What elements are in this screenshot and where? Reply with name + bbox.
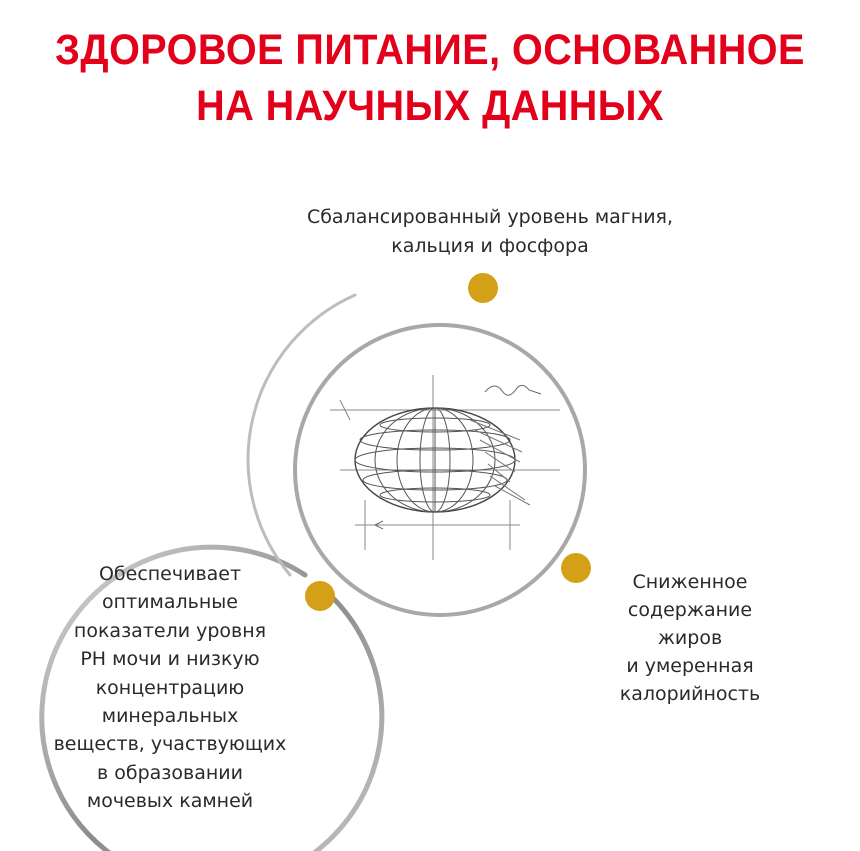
benefit-left — [20, 560, 320, 816]
benefit-left-line: оптимальные — [102, 591, 238, 614]
benefit-top — [230, 203, 750, 261]
benefit-right-line: калорийность — [619, 683, 761, 705]
benefit-top-line: Сбалансированный уровень магния, — [306, 206, 674, 228]
benefit-right-line: жиров — [657, 627, 723, 649]
benefit-left-line: веществ, участвующих — [53, 733, 287, 756]
benefit-right — [580, 568, 800, 708]
outer-ring-left — [248, 295, 355, 575]
benefit-right-line: содержание — [627, 599, 753, 621]
benefit-left-line: мочевых камней — [86, 790, 254, 813]
benefit-left-line: РН мочи и низкую — [80, 648, 260, 671]
benefit-left-line: концентрацию — [95, 676, 245, 699]
benefit-left-line: минеральных — [101, 705, 239, 728]
benefit-left-line: в образовании — [97, 761, 243, 784]
benefit-right-line: и умеренная — [626, 655, 754, 677]
benefit-left-line: Обеспечивает — [98, 563, 242, 585]
benefit-left-line: показатели уровня — [73, 619, 267, 642]
title-line-1: ЗДОРОВОЕ ПИТАНИЕ, ОСНОВАННОЕ — [55, 26, 805, 74]
benefit-right-line: Сниженное — [632, 571, 748, 593]
kibble-sketch-icon — [330, 375, 560, 560]
dot-top — [468, 273, 498, 303]
title-line-2: НА НАУЧНЫХ ДАННЫХ — [196, 82, 664, 130]
benefit-top-line: кальция и фосфора — [391, 235, 589, 257]
